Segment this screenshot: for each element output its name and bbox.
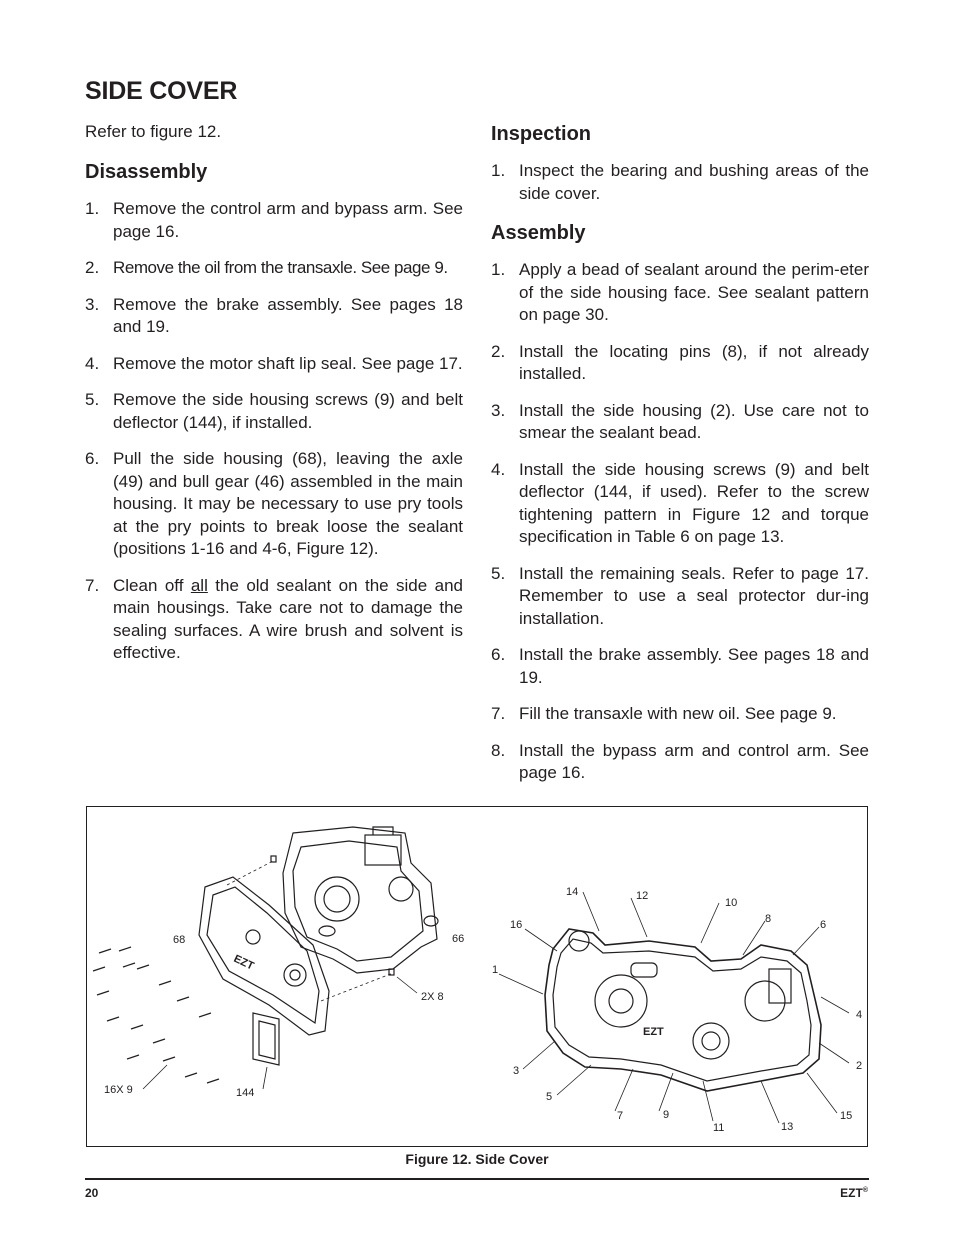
step-text: Install the locating pins (8), if not already installed. xyxy=(519,341,869,383)
label-screws: 16X 9 xyxy=(104,1084,133,1096)
figure-frame xyxy=(86,806,868,1147)
step-text-post: the old sealant on the side and main housings. Take care not to damage the sealing surfaces. A wire brush and solvent is effective. xyxy=(113,575,463,662)
step-text: Remove the side housing screws (9) and belt deflector (144), if installed. xyxy=(113,390,463,432)
side-housing-drawing xyxy=(199,877,329,1035)
sequence-number: 9 xyxy=(663,1109,670,1121)
sequence-number: 4 xyxy=(856,1009,863,1021)
sequence-number: 1 xyxy=(492,964,499,976)
figure-caption: Figure 12. Side Cover xyxy=(405,1151,549,1167)
step-number: 6. xyxy=(85,449,100,468)
step-text: Remove the control arm and bypass arm. See page 16. xyxy=(113,199,463,241)
step-number: 7. xyxy=(491,704,506,723)
step-number: 6. xyxy=(491,645,506,664)
step-number: 7. xyxy=(85,575,100,595)
sealant-pattern-drawing xyxy=(545,929,821,1091)
list-item xyxy=(491,703,869,726)
sequence-number: 14 xyxy=(566,886,579,898)
step-number: 1. xyxy=(491,161,506,180)
inspection-steps xyxy=(491,160,869,219)
belt-deflector-drawing xyxy=(253,1013,279,1065)
footer-divider xyxy=(85,1178,869,1180)
list-item xyxy=(85,575,463,665)
step-number: 4. xyxy=(85,353,100,373)
step-number: 5. xyxy=(85,390,100,409)
sequence-number: 3 xyxy=(513,1065,520,1077)
label-pins: 2X 8 xyxy=(421,991,444,1003)
disassembly-heading: Disassembly xyxy=(85,161,208,183)
step-number: 2. xyxy=(491,341,506,361)
list-item xyxy=(491,341,869,386)
disassembly-steps xyxy=(85,198,463,679)
sequence-number: 15 xyxy=(840,1110,853,1122)
svg-text:EZT: EZT xyxy=(643,1026,664,1038)
registered-mark: ® xyxy=(862,1187,868,1194)
step-text: Install the brake assembly. See pages 18 and 19. xyxy=(519,645,869,687)
label-deflector: 144 xyxy=(236,1087,255,1099)
sequence-number: 12 xyxy=(636,890,649,902)
list-item xyxy=(85,448,463,561)
list-item xyxy=(491,259,869,327)
sequence-number: 11 xyxy=(713,1122,725,1134)
sequence-number: 10 xyxy=(725,897,738,909)
step-text: Remove the motor shaft lip seal. See page 17. xyxy=(113,353,463,373)
sequence-number: 2 xyxy=(856,1060,863,1072)
step-text: Install the bypass arm and control arm. See page 16. xyxy=(519,740,869,782)
step-text: Fill the transaxle with new oil. See page 9. xyxy=(519,704,837,723)
page-title: SIDE COVER xyxy=(85,77,238,105)
step-text: Remove the oil from the transaxle. See page 9. xyxy=(113,258,448,277)
step-text-pre: Clean off xyxy=(113,575,191,595)
list-item xyxy=(85,198,463,243)
sequence-number: 13 xyxy=(781,1121,794,1133)
emphasis-underline: all xyxy=(190,575,208,595)
list-item xyxy=(85,389,463,434)
refer-text: Refer to figure 12. xyxy=(85,122,222,141)
step-number: 1. xyxy=(491,260,506,279)
side-cover-figure xyxy=(87,807,867,1146)
svg-text:EZT: EZT xyxy=(231,952,256,973)
inspection-heading: Inspection xyxy=(491,123,592,145)
step-number: 3. xyxy=(491,400,506,420)
locating-pins-drawing xyxy=(271,856,394,975)
list-item xyxy=(85,257,463,280)
step-text: Install the remaining seals. Refer to page 17. Remember to use a seal protector dur-ing installation. xyxy=(519,563,869,628)
sequence-number: 6 xyxy=(820,919,827,931)
list-item xyxy=(491,740,869,785)
step-text: Remove the brake assembly. See pages 18 and 19. xyxy=(113,294,463,336)
list-item xyxy=(491,400,869,445)
brand-name: EZT xyxy=(840,1186,863,1200)
screws-drawing xyxy=(93,947,219,1083)
list-item xyxy=(85,353,463,376)
list-item xyxy=(491,160,869,205)
step-number: 2. xyxy=(85,258,100,277)
list-item xyxy=(491,644,869,689)
step-text: Inspect the bearing and bushing areas of the side cover. xyxy=(519,161,869,203)
sequence-number: 8 xyxy=(765,913,772,925)
assembly-steps xyxy=(491,259,869,799)
step-text: Install the side housing screws (9) and belt deflector (144, if used). Refer to the screw tightening pattern in Figure 12 and torque specification in Table 6 on page 13. xyxy=(519,459,869,546)
sequence-number: 16 xyxy=(510,919,523,931)
sequence-number: 5 xyxy=(546,1091,553,1103)
step-number: 3. xyxy=(85,294,100,314)
sequence-number: 7 xyxy=(617,1110,624,1122)
step-number: 1. xyxy=(85,199,100,218)
step-text: Pull the side housing (68), leaving the axle (49) and bull gear (46) assembled in the main housing. It may be necessary to use pry tools at the pry points to break loose the sealant (positions 1-16 and 4-6, Figure 12). xyxy=(113,449,463,558)
list-item xyxy=(491,563,869,631)
page-number: 20 xyxy=(85,1186,99,1200)
footer-brand xyxy=(840,1186,868,1200)
step-number: 8. xyxy=(491,740,506,760)
step-text: Apply a bead of sealant around the perim-eter of the side housing face. See sealant pattern on page 30. xyxy=(519,260,869,324)
step-number: 4. xyxy=(491,459,506,479)
step-text: Install the side housing (2). Use care not to smear the sealant bead. xyxy=(519,400,869,442)
step-number: 5. xyxy=(491,563,506,583)
list-item xyxy=(85,294,463,339)
assembly-heading: Assembly xyxy=(491,222,586,244)
label-part-66: 66 xyxy=(452,933,465,945)
alignment-lines xyxy=(227,861,393,1001)
list-item xyxy=(491,459,869,549)
label-part-68: 68 xyxy=(173,934,186,946)
